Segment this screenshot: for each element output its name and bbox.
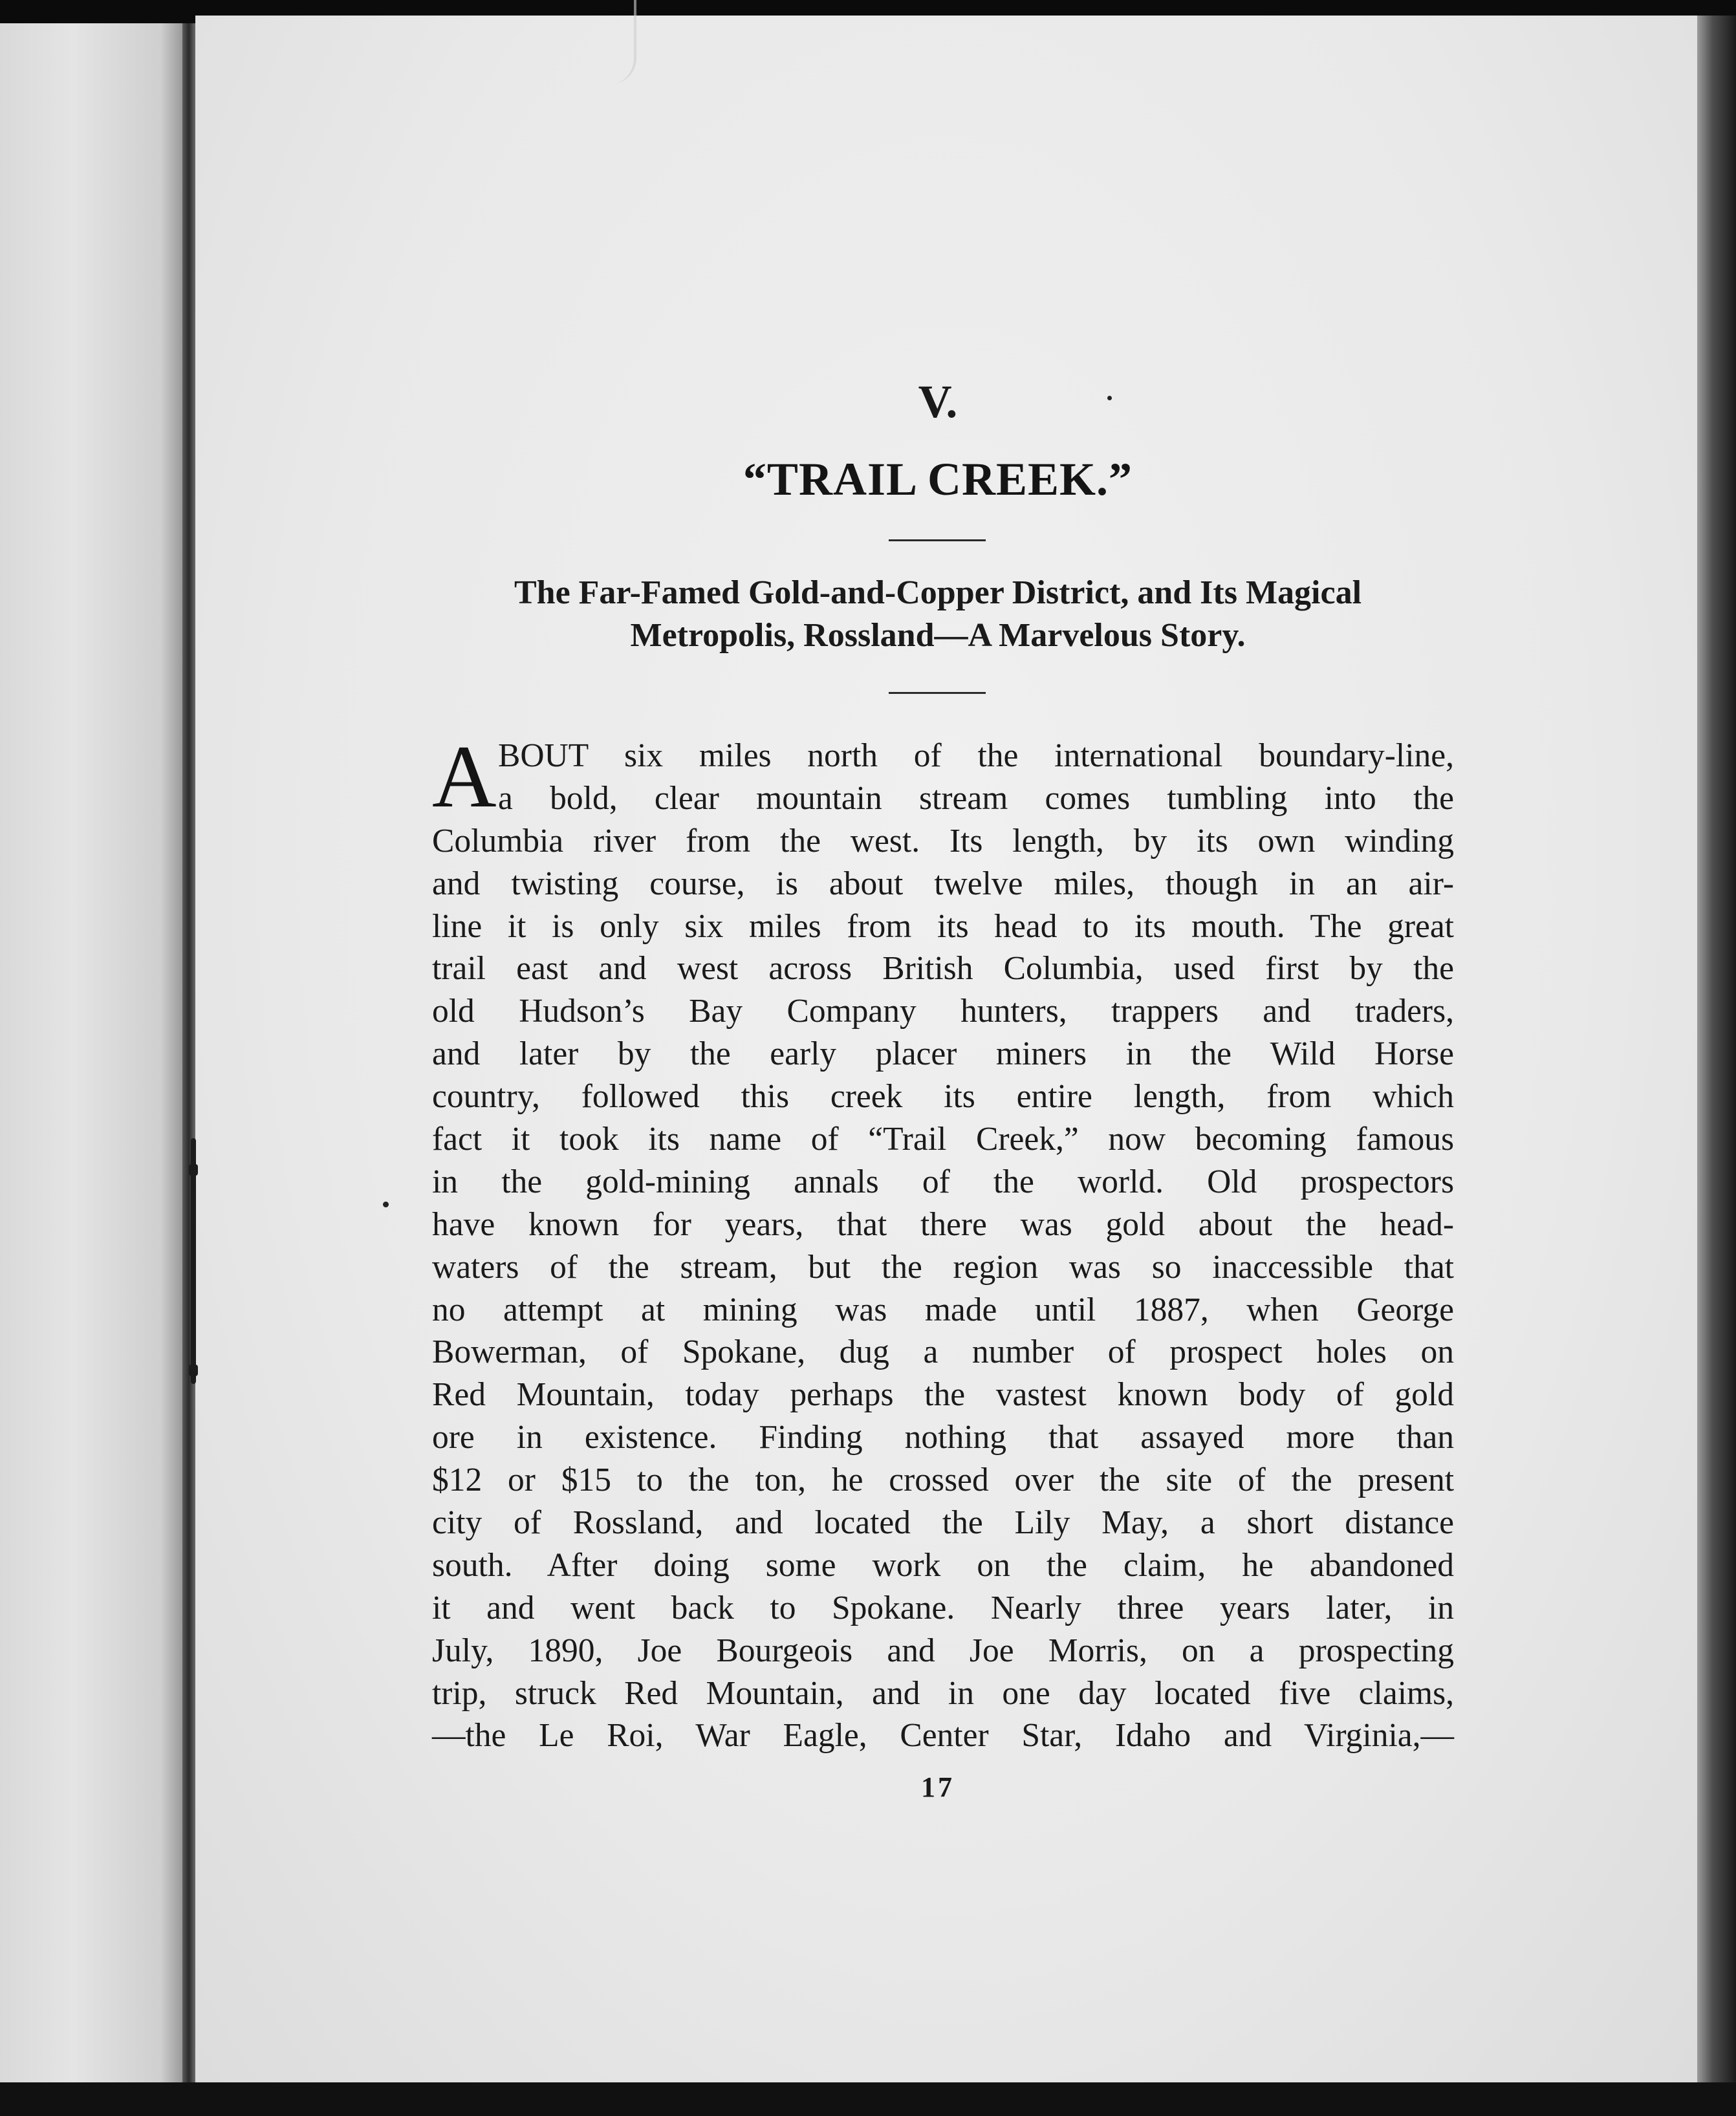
- text-line: and twisting course, is about twelve miles, though in an air-: [432, 865, 1454, 902]
- text-line: —the Le Roi, War Eagle, Center Star, Idaho and Virginia,—: [432, 1717, 1454, 1754]
- text-line: line it is only six miles from its head to its mouth. The great: [432, 907, 1454, 945]
- chapter-number: V.: [918, 376, 958, 427]
- text-line: and later by the early placer miners in the Wild Horse: [432, 1035, 1454, 1073]
- scan-bottom-edge: [0, 2082, 1736, 2116]
- text-line: Columbia river from the west. Its length, by its own winding: [432, 822, 1454, 859]
- text-line: it and went back to Spokane. Nearly three years later, in: [432, 1589, 1454, 1626]
- text-line: no attempt at mining was made until 1887, when George: [432, 1291, 1454, 1328]
- text-line: ore in existence. Finding nothing that assayed more than: [432, 1419, 1454, 1456]
- ink-speck: [383, 1202, 389, 1207]
- binding-knot: [189, 1164, 198, 1176]
- page-crease: [608, 0, 636, 84]
- text-line: Red Mountain, today perhaps the vastest known body of gold: [432, 1376, 1454, 1414]
- text-line: in the gold-mining annals of the world. Old prospectors: [432, 1163, 1454, 1200]
- chapter-title: “TRAIL CREEK.”: [743, 453, 1133, 505]
- binding-knot: [189, 1365, 198, 1376]
- chapter-subtitle: [414, 572, 1462, 657]
- text-line: country, followed this creek its entire length, from which: [432, 1078, 1454, 1116]
- text-line: waters of the stream, but the region was so inaccessible that: [432, 1248, 1454, 1286]
- text-line: south. After doing some work on the claim, he abandoned: [432, 1546, 1454, 1584]
- text-line: trail east and west across British Columbia, used first by the: [432, 950, 1454, 988]
- text-line: city of Rossland, and located the Lily May, a short distance: [432, 1504, 1454, 1542]
- subtitle-line: Metropolis, Rossland—A Marvelous Story.: [630, 617, 1246, 654]
- text-line: BOUT six miles north of the international boundary-line,: [498, 737, 1454, 774]
- text-line: a bold, clear mountain stream comes tumbling into the: [498, 779, 1454, 817]
- subtitle-divider: [889, 692, 986, 694]
- text-line: old Hudson’s Bay Company hunters, trappers and traders,: [432, 993, 1454, 1030]
- text-line: July, 1890, Joe Bourgeois and Joe Morris, on a prospecting: [432, 1632, 1454, 1669]
- text-line: have known for years, that there was gold about the head-: [432, 1205, 1454, 1243]
- page-number: 17: [921, 1771, 955, 1803]
- ink-speck: [1107, 396, 1112, 400]
- text-line: $12 or $15 to the ton, he crossed over the site of the present: [432, 1462, 1454, 1499]
- title-divider: [889, 539, 986, 541]
- text-line: fact it took its name of “Trail Creek,” now becoming famous: [432, 1121, 1454, 1158]
- text-line: trip, struck Red Mountain, and in one day located five claims,: [432, 1674, 1454, 1712]
- facing-page-edge: [0, 23, 182, 2085]
- drop-cap: A: [432, 727, 497, 826]
- text-line: Bowerman, of Spokane, dug a number of prospect holes on: [432, 1333, 1454, 1371]
- page-right-edge: [1697, 16, 1736, 2082]
- book-gutter: [182, 23, 195, 2085]
- subtitle-line: The Far-Famed Gold-and-Copper District, and Its Magical: [514, 574, 1362, 611]
- body-paragraph: [432, 735, 1454, 1757]
